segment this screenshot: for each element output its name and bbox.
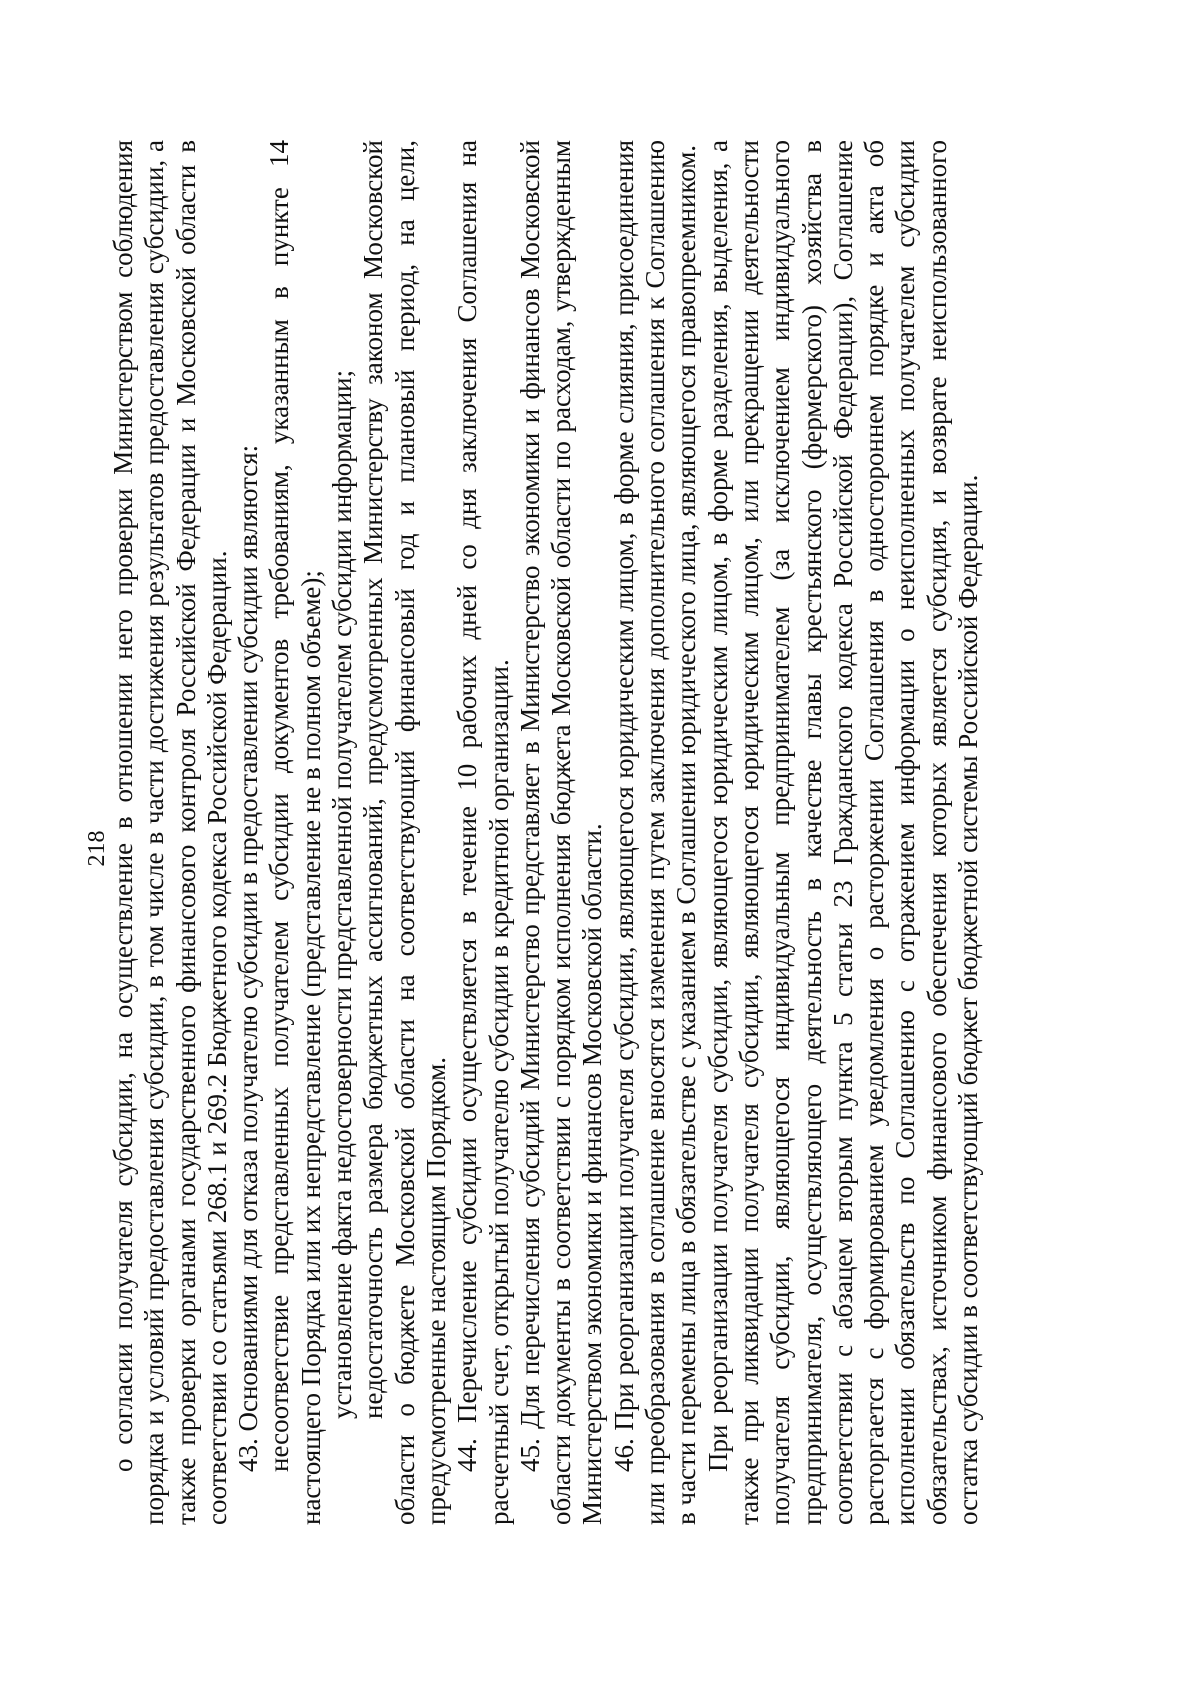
page-number: 218 (84, 830, 110, 867)
paragraph: 44. Перечисление субсидии осуществляется в течение 10 рабочих дней со дня заключения Соглашения на расчетный счет, открытый получателю субсидии в кредитной организации. (452, 140, 514, 1525)
paragraph: 45. Для перечисления субсидий Министерство представляет в Министерство экономики и финансов Московской области документы в соответствии с порядком исполнения бюджета Московской области по расходам, утвержденным Министерством экономики и финансов Московской области. (514, 140, 608, 1525)
paragraph: о согласии получателя субсидии, на осуществление в отношении него проверки Министерством соблюдения порядка и условий предоставления субсидии, в том числе в части достижения результатов предоставления субсидии, а также проверки органами государственного финансового контроля Российской Федерации и Московской области в соответствии со статьями 268.1 и 269.2 Бюджетного кодекса Российской Федерации. (108, 140, 232, 1525)
paragraph: 43. Основаниями для отказа получателю субсидии в предоставлении субсидии являются: (233, 444, 264, 1472)
paragraph: При реорганизации получателя субсидии, являющегося юридическим лицом, в форме разделения, выделения, а также при ликвидации получателя субсидии, являющегося юридическим лицом, или прекращении деятельности получателя субсидии, являющегося индивидуальным предпринимателем (за исключением индивидуального предпринимателя, осуществляющего деятельность в качестве главы крестьянского (фермерского) хозяйства в соответствии с абзацем вторым пункта 5 статьи 23 Гражданского кодекса Российской Федерации), Соглашение расторгается с формированием уведомления о расторжении Соглашения в одностороннем порядке и акта об исполнении обязательств по Соглашению с отражением информации о неисполненных получателем субсидии обязательствах, источником финансового обеспечения которых является субсидия, и возврате неиспользованного остатка субсидии в соответствующий бюджет бюджетной системы Российской Федерации. (702, 140, 984, 1525)
paragraph: установление факта недостоверности представленной получателем субсидии информации; (327, 369, 358, 1419)
document-body (108, 140, 984, 1525)
paragraph: недостаточность размера бюджетных ассигнований, предусмотренных Министерству законом Московской области о бюджете Московской области на соответствующий финансовый год и плановый период, на цели, предусмотренные настоящим Порядком. (358, 140, 451, 1525)
paragraph: несоответствие представленных получателем субсидии документов требованиям, указанным в пункте 14 настоящего Порядка или их непредставление (представление не в полном объеме); (264, 140, 326, 1525)
paragraph: 46. При реорганизации получателя субсидии, являющегося юридическим лицом, в форме слияния, присоединения или преобразования в соглашение вносятся изменения путем заключения дополнительного соглашения к Соглашению в части перемены лица в обязательстве с указанием в Соглашении юридического лица, являющегося правопреемником. (608, 140, 702, 1525)
